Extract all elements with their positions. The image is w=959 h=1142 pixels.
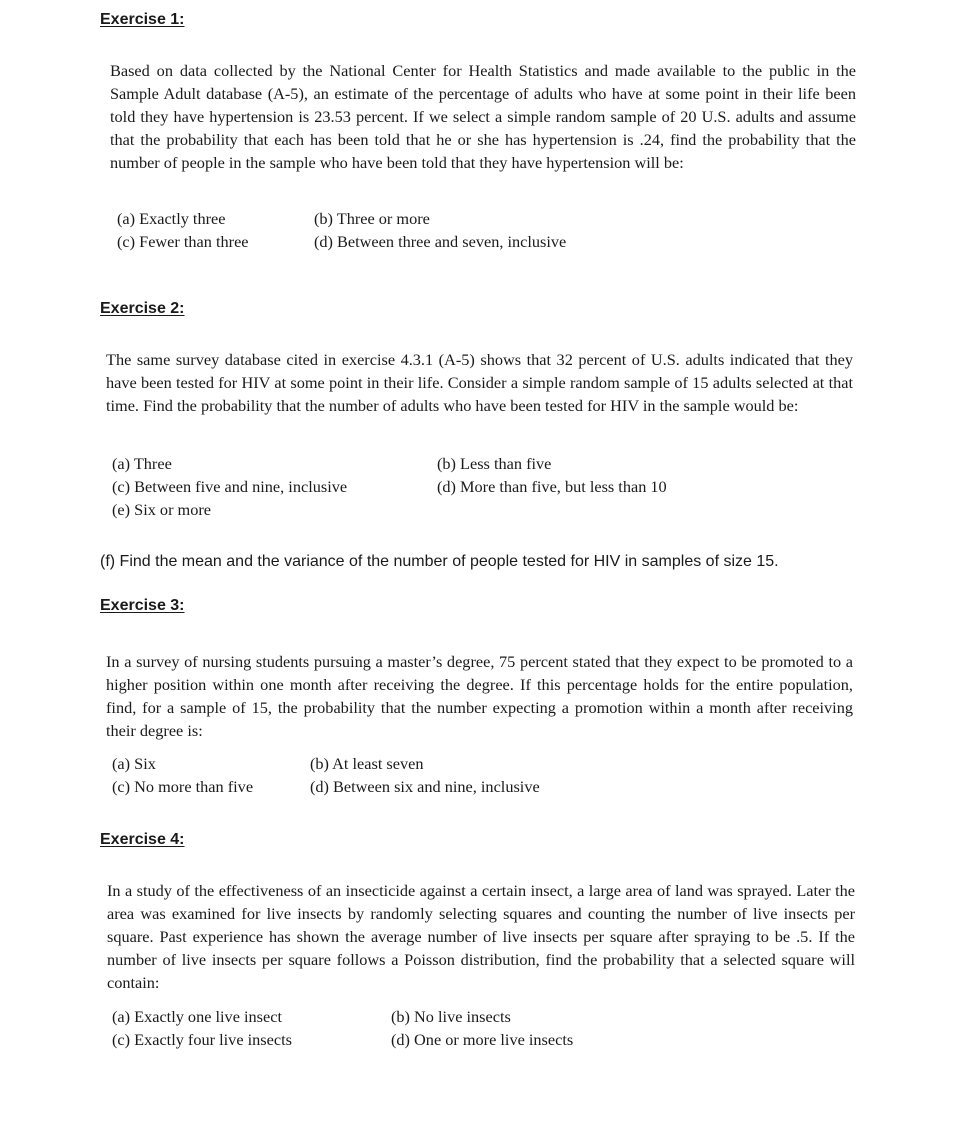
exercise-2-heading: Exercise 2:	[100, 300, 185, 317]
exercise-2-part-f: (f) Find the mean and the variance of the number of people tested for HIV in samples of size 15.	[100, 553, 779, 570]
exercise-1-text: Based on data collected by the National Center for Health Statistics and made available to the public in the Sample Adult database (A-5), an estimate of the percentage of adults who have at some point in their life been told they have hypertension is 23.53 percent. If we select a simple random sample of 20 U.S. adults and assume that the probability that each has been told that he or she has hypertension is .24, find the probability that the number of people in the sample who have been told that they have hypertension will be:	[110, 61, 856, 172]
exercise-4-text: In a study of the effectiveness of an insecticide against a certain insect, a large area of land was sprayed. Later the area was examined for live insects by randomly selecting squares and counting the number of live insects per square. Past experience has shown the average number of live insects per square after spraying to be .5. If the number of live insects per square follows a Poisson distribution, find the probability that a selected square will contain:	[107, 881, 855, 992]
exercise-2-option-a: (a) Three	[112, 454, 172, 473]
exercise-2-text: The same survey database cited in exercise 4.3.1 (A-5) shows that 32 percent of U.S. adults indicated that they have been tested for HIV at some point in their life. Consider a simple random sample of 15 adults selected at that time. Find the probability that the number of adults who have been tested for HIV in the sample would be:	[106, 350, 853, 415]
exercise-4-option-d: (d) One or more live insects	[391, 1030, 574, 1049]
exercise-3-option-d: (d) Between six and nine, inclusive	[310, 777, 540, 796]
exercise-1-option-d: (d) Between three and seven, inclusive	[314, 232, 567, 251]
exercise-3-option-a: (a) Six	[112, 754, 156, 773]
exercise-4-option-a: (a) Exactly one live insect	[112, 1007, 282, 1026]
exercise-4-options	[112, 1005, 573, 1051]
exercise-1-heading: Exercise 1:	[100, 11, 185, 28]
exercise-4-option-b: (b) No live insects	[391, 1007, 511, 1026]
exercise-1-option-c: (c) Fewer than three	[117, 232, 249, 251]
exercise-4-option-c: (c) Exactly four live insects	[112, 1030, 292, 1049]
exercise-3-heading: Exercise 3:	[100, 597, 185, 614]
exercise-2-option-d: (d) More than five, but less than 10	[437, 477, 667, 496]
exercise-3-option-c: (c) No more than five	[112, 777, 254, 796]
exercise-2-option-b: (b) Less than five	[437, 454, 552, 473]
exercise-3-text: In a survey of nursing students pursuing a master’s degree, 75 percent stated that they expect to be promoted to a higher position within one month after receiving the degree. If this percentage holds for the entire population, find, for a sample of 15, the probability that the number expecting a promotion within a month after receiving their degree is:	[106, 652, 853, 740]
exercise-1-options	[117, 207, 566, 253]
exercise-4-heading: Exercise 4:	[100, 831, 185, 848]
exercise-3-options	[112, 752, 540, 798]
exercise-2-option-e: (e) Six or more	[112, 500, 212, 519]
exercise-2-options	[112, 452, 667, 521]
exercise-2-option-c: (c) Between five and nine, inclusive	[112, 477, 348, 496]
exercise-1-option-b: (b) Three or more	[314, 209, 430, 228]
exercise-1-option-a: (a) Exactly three	[117, 209, 226, 228]
exercise-3-option-b: (b) At least seven	[310, 754, 424, 773]
